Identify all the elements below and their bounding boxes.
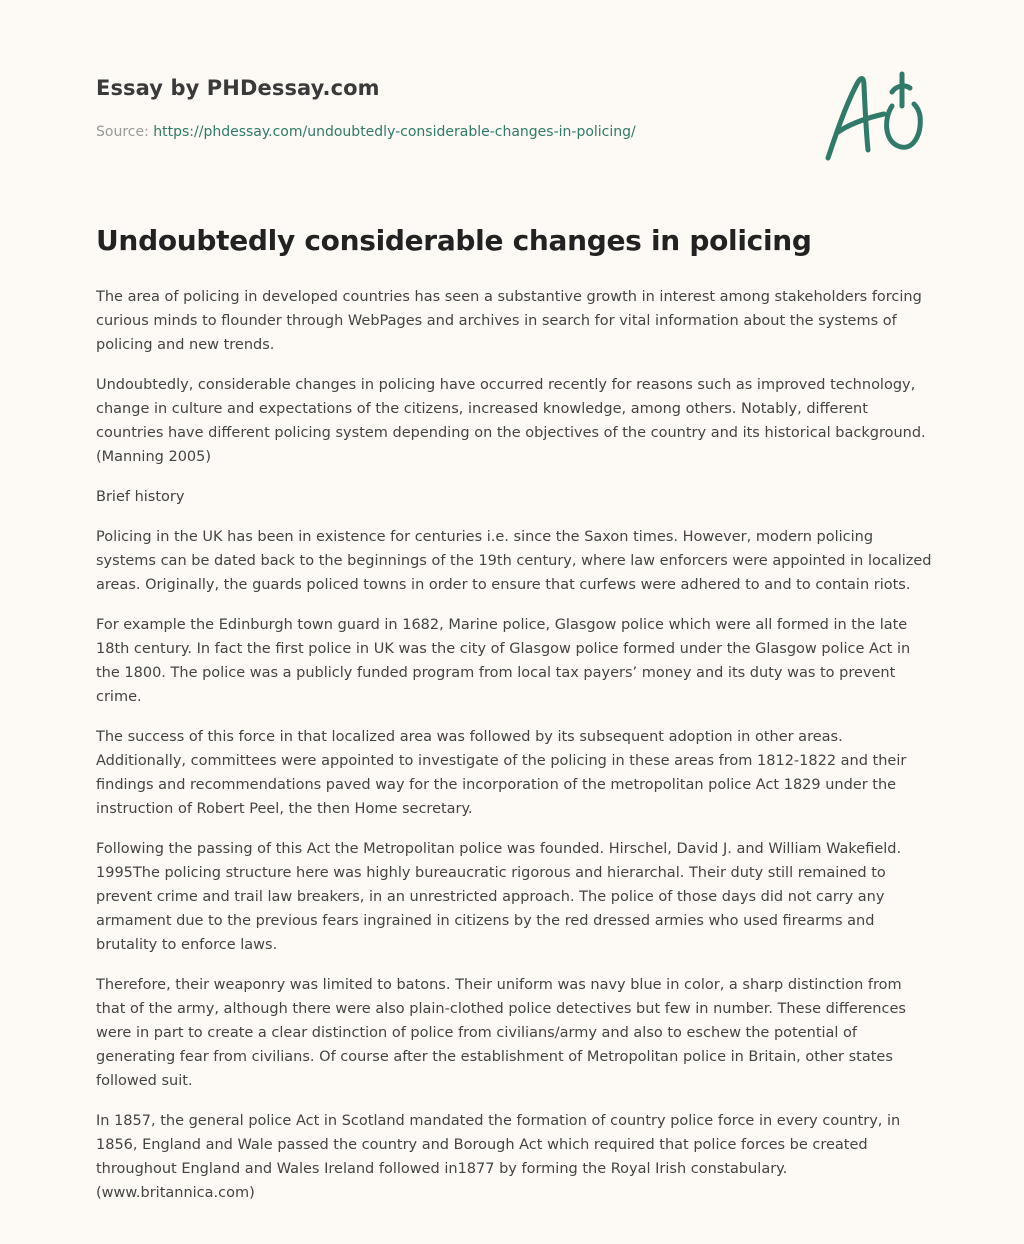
- source-label: Source:: [96, 124, 154, 140]
- article-body: [96, 285, 932, 1221]
- site-brand: Essay by PHDessay.com: [96, 76, 380, 100]
- paragraph: Following the passing of this Act the Metropolitan police was founded. Hirschel, David J. and William Wakefield. 1995The policing structure here was highly bureaucratic rigorous and hierarchal. Their duty still remained to prevent crime and trail law breakers, in an unrestricted approach. The police of those days did not carry any armament due to the previous fears ingrained in citizens by the red dressed armies who used firearms and brutality to enforce laws.: [96, 841, 902, 953]
- paragraph: Therefore, their weaponry was limited to batons. Their uniform was navy blue in color, a sharp distinction from that of the army, although there were also plain-clothed police detectives but few in number. These differences were in part to create a clear distinction of police from civilians/army and also to eschew the potential of generating fear from civilians. Of course after the establishment of Metropolitan police in Britain, other states followed suit.: [96, 977, 906, 1089]
- paragraph: The success of this force in that localized area was followed by its subsequent adoption in other areas. Additionally, committees were appointed to investigate of the policing in these areas from 1812-1822 and their findings and recommendations paved way for the incorporation of the metropolitan police Act 1829 under the instruction of Robert Peel, the then Home secretary.: [96, 729, 907, 817]
- source-line: [96, 124, 636, 140]
- paragraph: Undoubtedly, considerable changes in policing have occurred recently for reasons such as improved technology, change in culture and expectations of the citizens, increased knowledge, among others. Notably, different countries have different policing system depending on the objectives of the country and its historical background. (Manning 2005): [96, 377, 926, 465]
- source-link[interactable]: https://phdessay.com/undoubtedly-considerable-changes-in-policing/: [153, 124, 636, 140]
- a-plus-logo-icon: [818, 66, 930, 166]
- paragraph: The area of policing in developed countries has seen a substantive growth in interest among stakeholders forcing curious minds to flounder through WebPages and archives in search for vital information about the systems of policing and new trends.: [96, 289, 922, 353]
- paragraph: For example the Edinburgh town guard in 1682, Marine police, Glasgow police which were all formed in the late 18th century. In fact the first police in UK was the city of Glasgow police formed under the Glasgow police Act in the 1800. The police was a publicly funded program from local tax payers’ money and its duty was to prevent crime.: [96, 617, 911, 705]
- paragraph: Policing in the UK has been in existence for centuries i.e. since the Saxon times. However, modern policing systems can be dated back to the beginnings of the 19th century, where law enforcers were appointed in localized areas. Originally, the guards policed towns in order to ensure that curfews were adhered to and to contain riots.: [96, 529, 932, 593]
- paragraph: In 1857, the general police Act in Scotland mandated the formation of country police force in every country, in 1856, England and Wale passed the country and Borough Act which required that police forces be created throughout England and Wales Ireland followed in1877 by forming the Royal Irish constabulary. (www.britannica.com): [96, 1113, 901, 1201]
- section-heading: Brief history: [96, 489, 185, 505]
- article-title: Undoubtedly considerable changes in policing: [96, 224, 812, 257]
